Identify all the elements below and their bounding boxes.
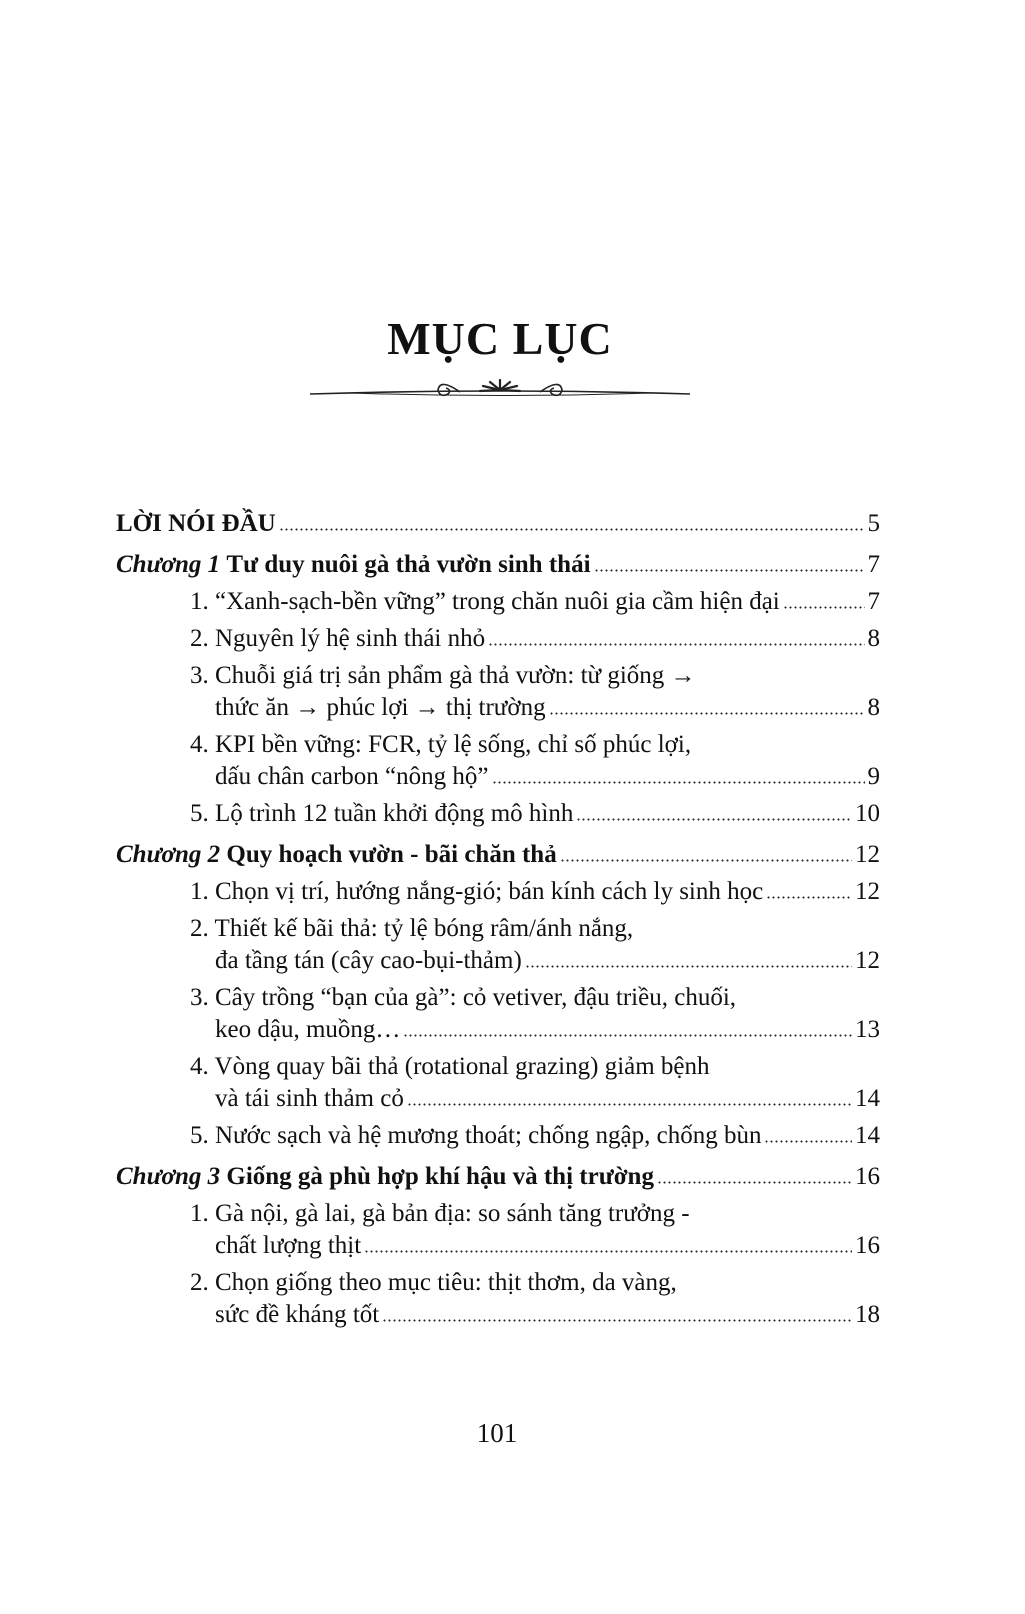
ornament-divider-icon <box>310 374 690 404</box>
dot-leader <box>549 712 865 715</box>
toc-section-entry[interactable] <box>116 623 880 655</box>
toc-chapter-entry[interactable] <box>116 1161 880 1193</box>
toc-line <box>116 586 880 618</box>
entry-page-number: 9 <box>867 763 880 790</box>
toc-section-entry[interactable] <box>116 1120 880 1152</box>
entry-page-number: 16 <box>855 1163 880 1190</box>
entry-title: chất lượng thịt <box>215 1232 362 1259</box>
toc-line <box>116 1267 880 1299</box>
dot-leader <box>766 896 852 899</box>
entry-title: keo dậu, muồng… <box>215 1016 401 1043</box>
toc-section-entry[interactable] <box>116 1267 880 1331</box>
toc-line <box>116 1198 880 1230</box>
toc-chapter-entry[interactable] <box>116 549 880 581</box>
entry-page-number: 12 <box>855 841 880 868</box>
toc-line <box>116 508 880 540</box>
toc-section-entry[interactable] <box>116 1198 880 1262</box>
toc-line <box>116 1051 880 1083</box>
toc-line <box>116 1014 880 1046</box>
dot-leader <box>488 643 864 646</box>
entry-page-number: 13 <box>855 1016 880 1043</box>
dot-leader <box>407 1103 852 1106</box>
entry-title: 2. Chọn giống theo mục tiêu: thịt thơm, da vàng, <box>190 1269 677 1296</box>
toc-line <box>116 945 880 977</box>
page-title: MỤC LỤC <box>387 313 613 364</box>
entry-title: 1. Chọn vị trí, hướng nắng-gió; bán kính cách ly sinh học <box>190 878 764 905</box>
entry-title: dấu chân carbon “nông hộ” <box>215 763 489 790</box>
toc-line <box>116 729 880 761</box>
toc-line <box>116 913 880 945</box>
entry-page-number: 14 <box>855 1085 880 1112</box>
entry-title: 4. KPI bền vững: FCR, tỷ lệ sống, chỉ số phúc lợi, <box>190 731 692 758</box>
toc-section-entry[interactable] <box>116 876 880 908</box>
entry-title: và tái sinh thảm cỏ <box>215 1085 404 1112</box>
entry-title: sức đề kháng tốt <box>215 1301 380 1328</box>
toc-line <box>116 1161 880 1193</box>
page-number: 101 <box>476 1418 518 1448</box>
dot-leader <box>279 528 865 531</box>
entry-page-number: 16 <box>855 1232 880 1259</box>
toc-line <box>116 549 880 581</box>
dot-leader <box>764 1140 852 1143</box>
toc-line <box>116 623 880 655</box>
toc-section-entry[interactable] <box>116 913 880 977</box>
entry-title: 5. Nước sạch và hệ mương thoát; chống ngập, chống bùn <box>190 1122 762 1149</box>
dot-leader <box>576 818 852 821</box>
entry-page-number: 14 <box>855 1122 880 1149</box>
entry-page-number: 7 <box>867 588 880 615</box>
entry-page-number: 7 <box>867 551 880 578</box>
entry-title: đa tầng tán (cây cao-bụi-thảm) <box>215 947 522 974</box>
entry-title: 2. Nguyên lý hệ sinh thái nhỏ <box>190 625 486 652</box>
toc-chapter-entry[interactable] <box>116 839 880 871</box>
chapter-number: Chương 1 <box>116 551 221 578</box>
toc-section-entry[interactable] <box>116 586 880 618</box>
toc-section-entry[interactable] <box>116 798 880 830</box>
entry-page-number: 8 <box>867 625 880 652</box>
entry-title: 1. Gà nội, gà lai, gà bản địa: so sánh tăng trưởng - <box>190 1200 690 1227</box>
toc-line <box>116 839 880 871</box>
entry-title: 2. Thiết kế bãi thả: tỷ lệ bóng râm/ánh nắng, <box>190 915 634 942</box>
entry-title: Giống gà phù hợp khí hậu và thị trường <box>226 1163 654 1190</box>
table-of-contents <box>116 508 880 1336</box>
dot-leader <box>657 1181 852 1184</box>
toc-line <box>116 1230 880 1262</box>
dot-leader <box>364 1250 852 1253</box>
toc-line <box>116 692 880 724</box>
toc-line <box>116 876 880 908</box>
toc-section-entry[interactable] <box>116 660 880 724</box>
toc-line <box>116 660 880 692</box>
dot-leader <box>783 606 865 609</box>
toc-line <box>116 761 880 793</box>
entry-page-number: 5 <box>867 510 880 537</box>
toc-line <box>116 1083 880 1115</box>
toc-section-entry[interactable] <box>116 982 880 1046</box>
dot-leader <box>403 1034 852 1037</box>
toc-section-entry[interactable] <box>116 729 880 793</box>
entry-page-number: 12 <box>855 878 880 905</box>
entry-title: LỜI NÓI ĐẦU <box>116 510 276 537</box>
dot-leader <box>525 965 852 968</box>
entry-title: 4. Vòng quay bãi thả (rotational grazing) giảm bệnh <box>190 1053 710 1080</box>
entry-title: 3. Cây trồng “bạn của gà”: cỏ vetiver, đậu triều, chuối, <box>190 984 737 1011</box>
entry-page-number: 18 <box>855 1301 880 1328</box>
toc-line <box>116 982 880 1014</box>
toc-line <box>116 1120 880 1152</box>
entry-page-number: 10 <box>855 800 880 827</box>
dot-leader <box>594 569 865 572</box>
entry-page-number: 12 <box>855 947 880 974</box>
toc-line <box>116 1299 880 1331</box>
dot-leader <box>560 859 852 862</box>
entry-title: 3. Chuỗi giá trị sản phẩm gà thả vườn: từ giống → <box>190 662 696 689</box>
entry-title: thức ăn → phúc lợi → thị trường <box>215 694 546 721</box>
entry-title: 1. “Xanh-sạch-bền vững” trong chăn nuôi gia cầm hiện đại <box>190 588 780 615</box>
entry-title: Quy hoạch vườn - bãi chăn thả <box>226 841 557 868</box>
toc-chapter-entry[interactable] <box>116 508 880 540</box>
entry-page-number: 8 <box>867 694 880 721</box>
chapter-number: Chương 3 <box>116 1163 221 1190</box>
dot-leader <box>492 781 865 784</box>
chapter-number: Chương 2 <box>116 841 221 868</box>
toc-section-entry[interactable] <box>116 1051 880 1115</box>
entry-title: 5. Lộ trình 12 tuần khởi động mô hình <box>190 800 574 827</box>
dot-leader <box>382 1319 852 1322</box>
toc-line <box>116 798 880 830</box>
entry-title: Tư duy nuôi gà thả vườn sinh thái <box>226 551 591 578</box>
